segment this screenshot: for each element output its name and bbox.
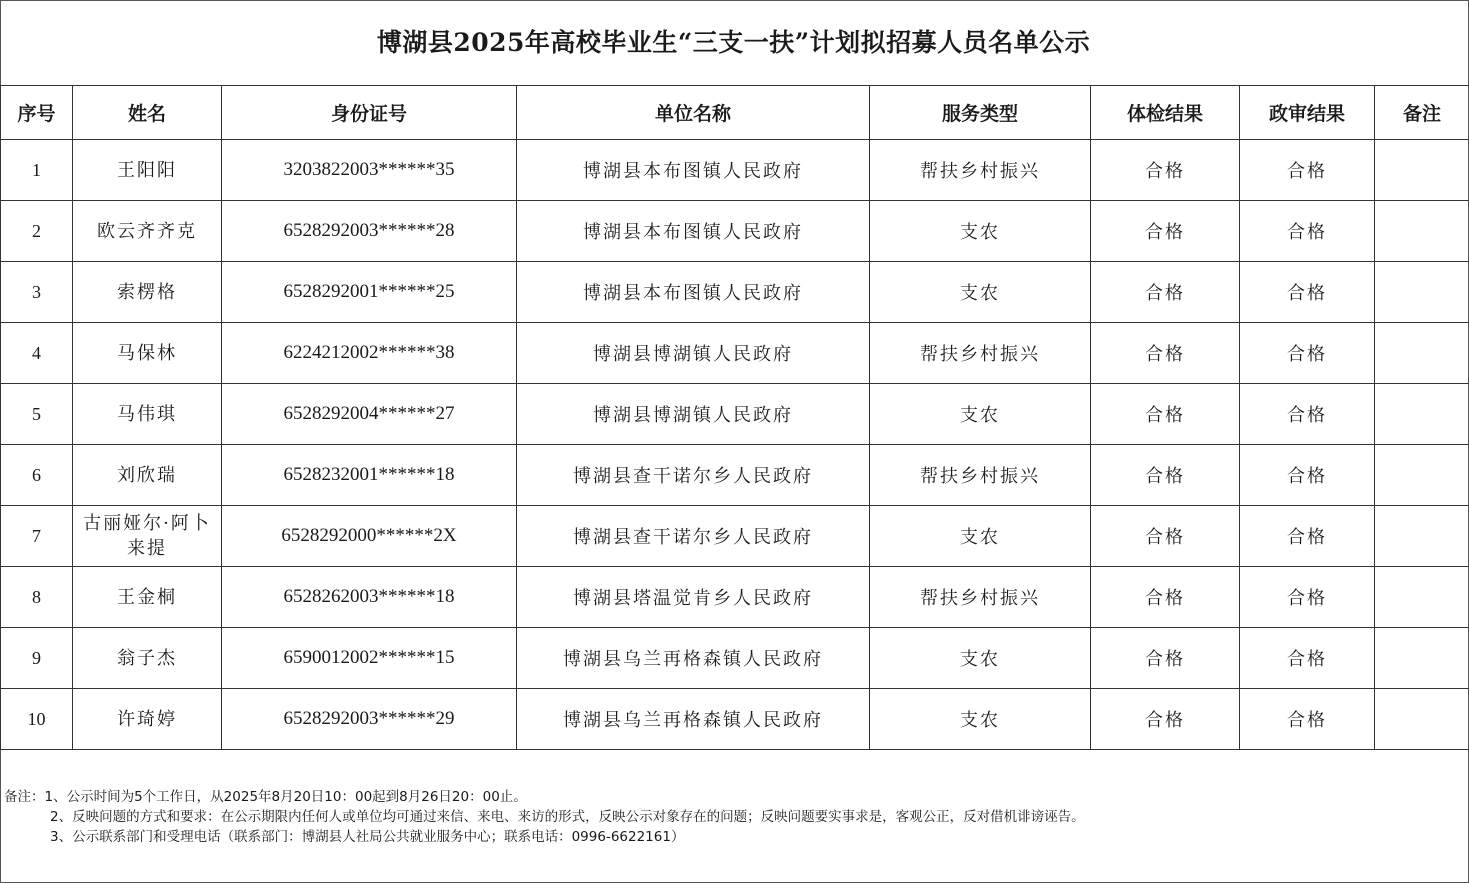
cell-remark	[1375, 201, 1469, 262]
cell-name: 刘欣瑞	[73, 445, 222, 506]
cell-unit: 博湖县查干诺尔乡人民政府	[517, 445, 870, 506]
column-header-political: 政审结果	[1240, 86, 1375, 140]
cell-political-result: 合格	[1240, 201, 1375, 262]
recruit-table	[0, 85, 1469, 750]
table-row	[1, 689, 1469, 750]
table-row	[1, 567, 1469, 628]
cell-political-result: 合格	[1240, 628, 1375, 689]
cell-unit: 博湖县本布图镇人民政府	[517, 262, 870, 323]
cell-medical-result: 合格	[1091, 506, 1240, 567]
cell-unit: 博湖县乌兰再格森镇人民政府	[517, 689, 870, 750]
cell-id-number: 6528292000******2X	[222, 506, 517, 567]
cell-service-type: 支农	[870, 262, 1091, 323]
cell-medical-result: 合格	[1091, 689, 1240, 750]
cell-name: 马保林	[73, 323, 222, 384]
cell-seq: 2	[1, 201, 73, 262]
column-header-unit: 单位名称	[517, 86, 870, 140]
cell-service-type: 支农	[870, 201, 1091, 262]
cell-medical-result: 合格	[1091, 140, 1240, 201]
cell-id-number: 3203822003******35	[222, 140, 517, 201]
table-row	[1, 384, 1469, 445]
column-header-remark: 备注	[1375, 86, 1469, 140]
cell-seq: 10	[1, 689, 73, 750]
cell-unit: 博湖县查干诺尔乡人民政府	[517, 506, 870, 567]
page-title: 博湖县2025年高校毕业生“三支一扶”计划拟招募人员名单公示	[376, 28, 1091, 57]
cell-seq: 3	[1, 262, 73, 323]
cell-political-result: 合格	[1240, 262, 1375, 323]
cell-service-type: 支农	[870, 506, 1091, 567]
table-row	[1, 506, 1469, 567]
cell-service-type: 支农	[870, 628, 1091, 689]
cell-unit: 博湖县本布图镇人民政府	[517, 201, 870, 262]
cell-id-number: 6590012002******15	[222, 628, 517, 689]
cell-unit: 博湖县本布图镇人民政府	[517, 140, 870, 201]
cell-id-number: 6528232001******18	[222, 445, 517, 506]
cell-name: 古丽娅尔·阿卜来提	[73, 506, 222, 567]
column-header-seq: 序号	[1, 86, 73, 140]
cell-id-number: 6528292003******29	[222, 689, 517, 750]
table-row	[1, 140, 1469, 201]
cell-remark	[1375, 323, 1469, 384]
cell-service-type: 帮扶乡村振兴	[870, 445, 1091, 506]
column-header-medical: 体检结果	[1091, 86, 1240, 140]
cell-remark	[1375, 445, 1469, 506]
cell-political-result: 合格	[1240, 567, 1375, 628]
footnote-2: 2、反映问题的方式和要求：在公示期限内任何人或单位均可通过来信、来电、来访的形式，反映公示对象存在的问题；反映问题要实事求是，客观公正，反对借机诽谤诬告。	[50, 809, 1085, 825]
cell-remark	[1375, 506, 1469, 567]
cell-remark	[1375, 567, 1469, 628]
cell-seq: 8	[1, 567, 73, 628]
footnotes	[4, 787, 1085, 847]
cell-medical-result: 合格	[1091, 445, 1240, 506]
table-row	[1, 628, 1469, 689]
cell-name: 许琦婷	[73, 689, 222, 750]
table-row	[1, 201, 1469, 262]
cell-political-result: 合格	[1240, 506, 1375, 567]
cell-name: 索楞格	[73, 262, 222, 323]
cell-political-result: 合格	[1240, 445, 1375, 506]
cell-political-result: 合格	[1240, 140, 1375, 201]
cell-remark	[1375, 628, 1469, 689]
cell-seq: 4	[1, 323, 73, 384]
cell-name: 马伟琪	[73, 384, 222, 445]
cell-id-number: 6528292001******25	[222, 262, 517, 323]
cell-seq: 7	[1, 506, 73, 567]
cell-name: 王阳阳	[73, 140, 222, 201]
cell-medical-result: 合格	[1091, 262, 1240, 323]
cell-service-type: 帮扶乡村振兴	[870, 323, 1091, 384]
cell-seq: 9	[1, 628, 73, 689]
cell-seq: 1	[1, 140, 73, 201]
footnote-1: 备注：1、公示时间为5个工作日，从2025年8月20日10：00起到8月26日20：00止。	[4, 789, 527, 805]
cell-seq: 5	[1, 384, 73, 445]
cell-remark	[1375, 689, 1469, 750]
cell-medical-result: 合格	[1091, 384, 1240, 445]
cell-service-type: 支农	[870, 689, 1091, 750]
cell-remark	[1375, 384, 1469, 445]
cell-name: 翁子杰	[73, 628, 222, 689]
cell-political-result: 合格	[1240, 689, 1375, 750]
cell-medical-result: 合格	[1091, 323, 1240, 384]
footnote-3: 3、公示联系部门和受理电话（联系部门：博湖县人社局公共就业服务中心；联系电话：0996-6622161）	[50, 829, 685, 845]
cell-unit: 博湖县塔温觉肯乡人民政府	[517, 567, 870, 628]
cell-id-number: 6224212002******38	[222, 323, 517, 384]
column-header-name: 姓名	[73, 86, 222, 140]
cell-id-number: 6528262003******18	[222, 567, 517, 628]
cell-medical-result: 合格	[1091, 201, 1240, 262]
table-row	[1, 445, 1469, 506]
table-header-row	[1, 86, 1469, 140]
cell-service-type: 支农	[870, 384, 1091, 445]
column-header-id: 身份证号	[222, 86, 517, 140]
table-row	[1, 262, 1469, 323]
cell-service-type: 帮扶乡村振兴	[870, 140, 1091, 201]
cell-service-type: 帮扶乡村振兴	[870, 567, 1091, 628]
table-row	[1, 323, 1469, 384]
cell-unit: 博湖县博湖镇人民政府	[517, 384, 870, 445]
cell-medical-result: 合格	[1091, 567, 1240, 628]
cell-medical-result: 合格	[1091, 628, 1240, 689]
cell-name: 王金桐	[73, 567, 222, 628]
cell-political-result: 合格	[1240, 384, 1375, 445]
cell-seq: 6	[1, 445, 73, 506]
cell-political-result: 合格	[1240, 323, 1375, 384]
cell-remark	[1375, 262, 1469, 323]
cell-remark	[1375, 140, 1469, 201]
cell-id-number: 6528292004******27	[222, 384, 517, 445]
cell-id-number: 6528292003******28	[222, 201, 517, 262]
column-header-service: 服务类型	[870, 86, 1091, 140]
cell-unit: 博湖县乌兰再格森镇人民政府	[517, 628, 870, 689]
cell-unit: 博湖县博湖镇人民政府	[517, 323, 870, 384]
cell-name: 欧云齐齐克	[73, 201, 222, 262]
